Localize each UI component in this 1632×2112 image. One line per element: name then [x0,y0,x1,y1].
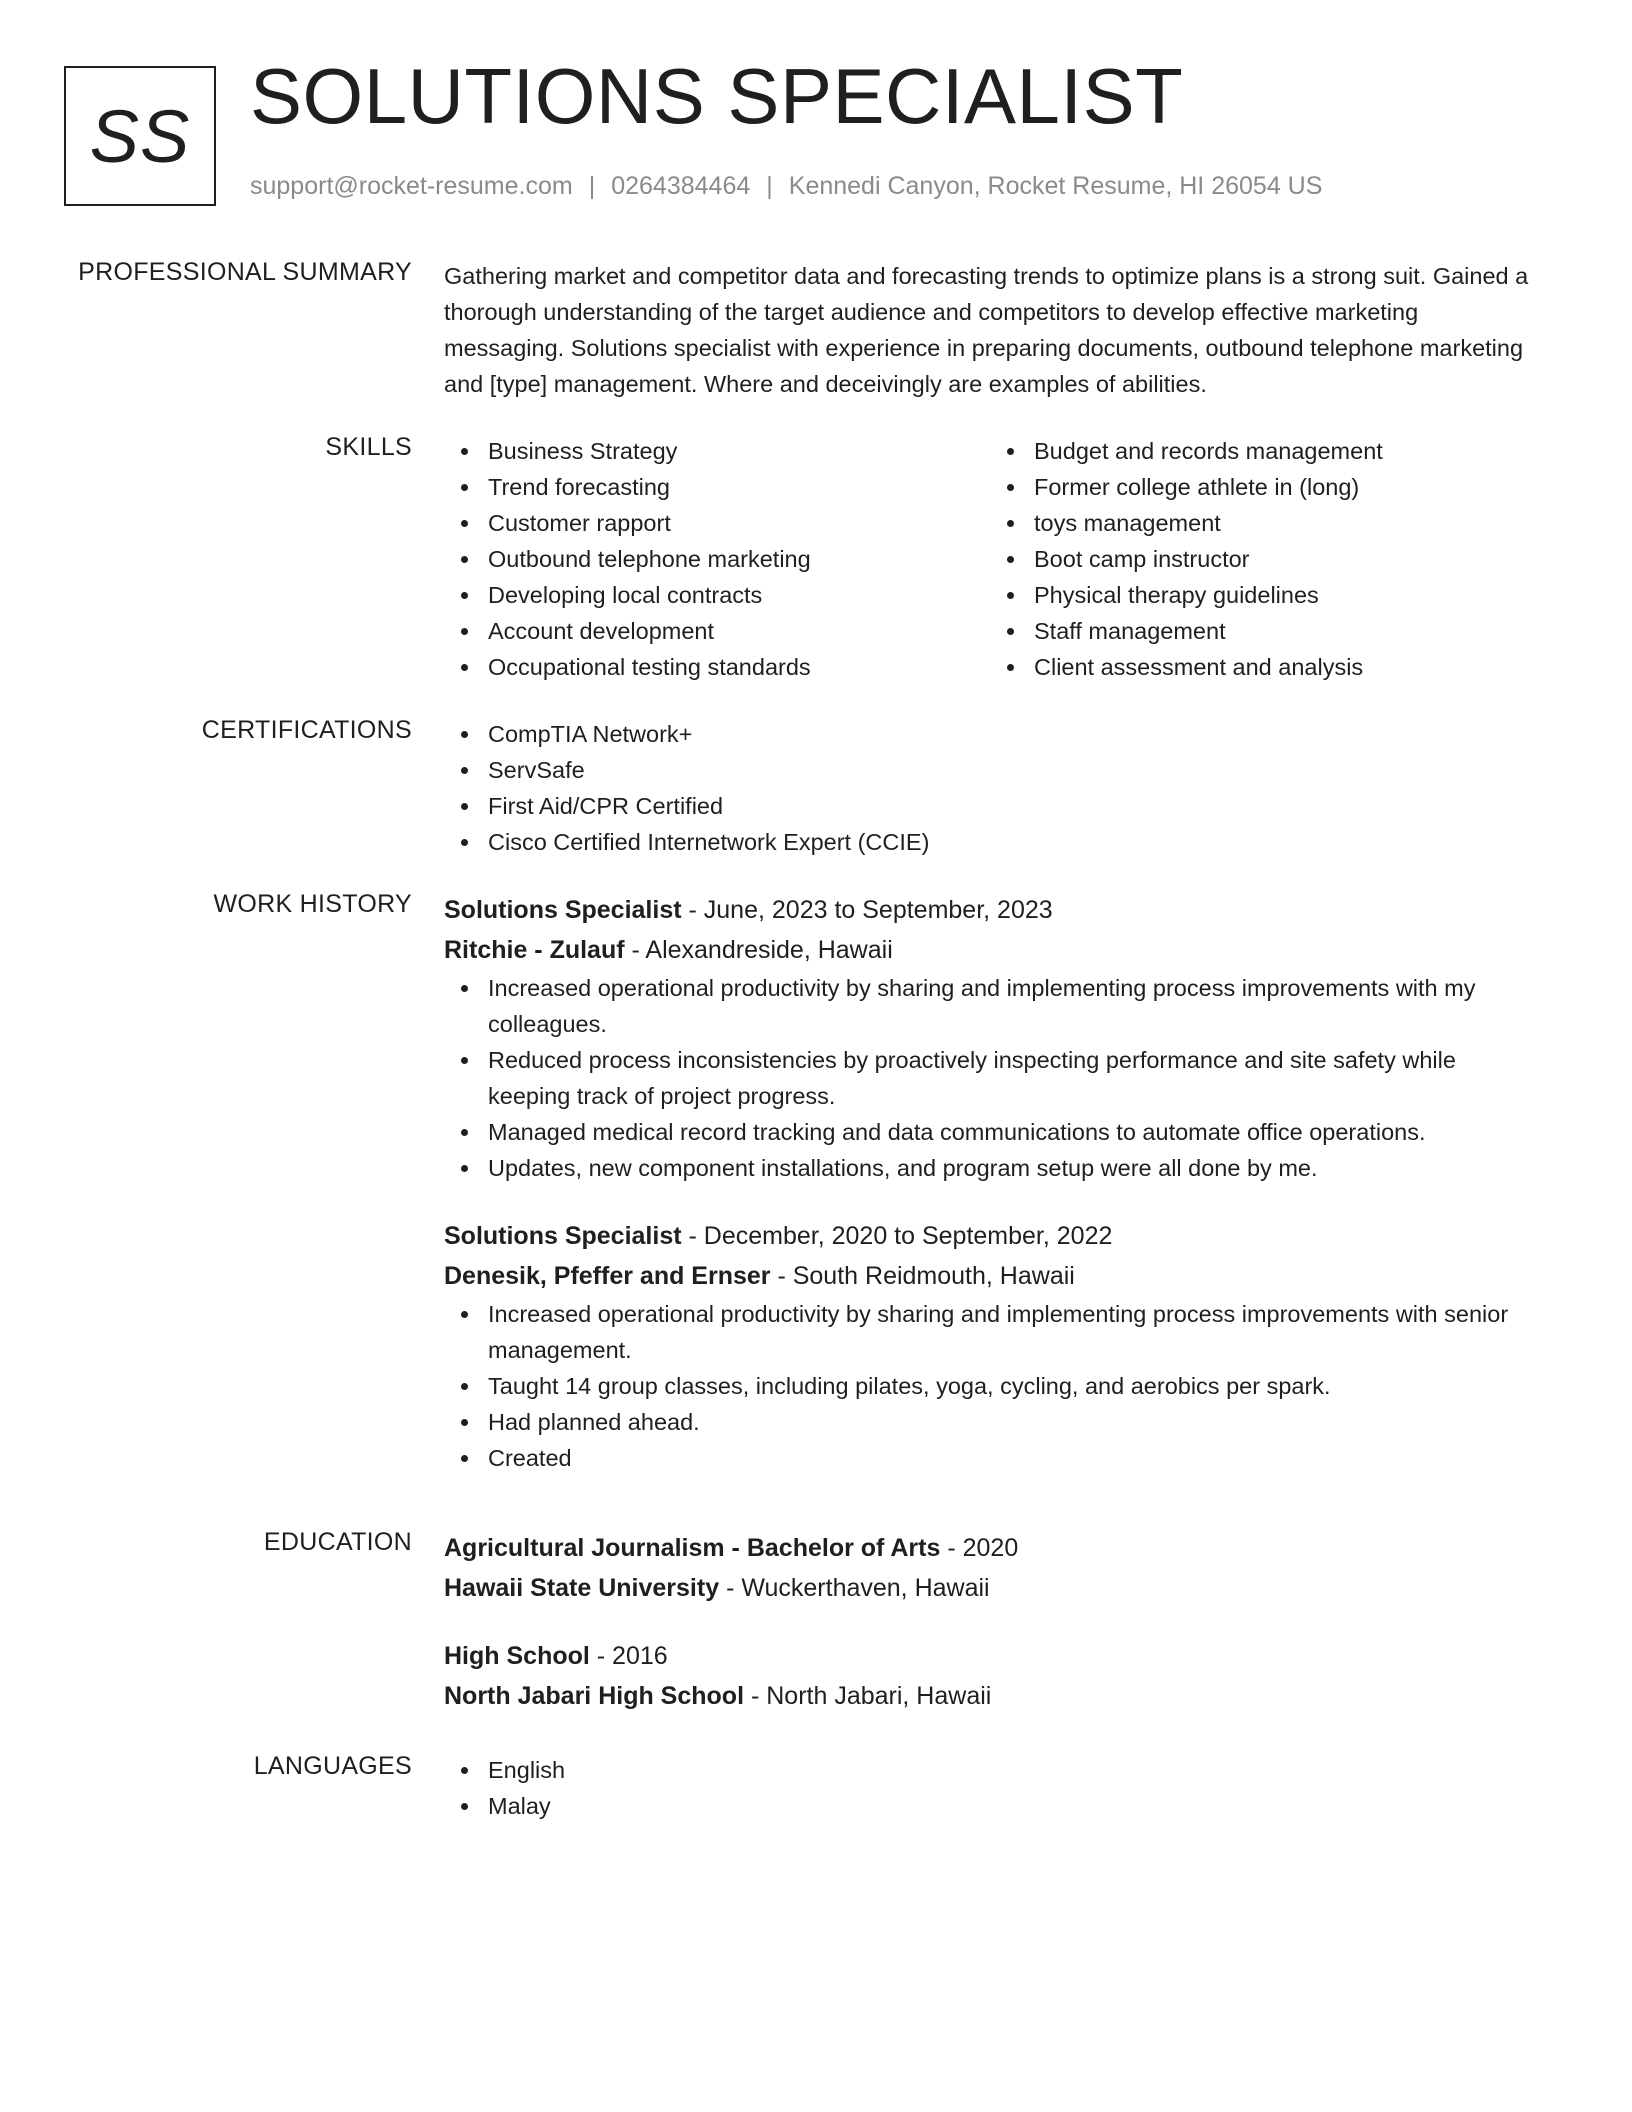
education-year: - 2016 [589,1642,668,1670]
skill-item: Account development [444,613,990,649]
work-history-label: WORK HISTORY [213,890,412,918]
education-label: EDUCATION [263,1528,412,1556]
page-title: SOLUTIONS SPECIALIST [250,52,1184,140]
job-bullets [444,970,1544,1186]
education-entry [444,1636,1544,1716]
job-title: Solutions Specialist [444,896,682,924]
skill-item: Trend forecasting [444,469,990,505]
job-bullet: Managed medical record tracking and data communications to automate office operations. [444,1114,1544,1150]
certification-item: ServSafe [444,752,1544,788]
skill-item: Former college athlete in (long) [990,469,1536,505]
skills-label: SKILLS [325,433,412,461]
certifications-list [444,716,1544,860]
contact-line [250,172,1322,201]
job-dates: - June, 2023 to September, 2023 [681,896,1053,924]
job-bullet: Taught 14 group classes, including pilates, yoga, cycling, and aerobics per spark. [444,1368,1544,1404]
education-school-line [444,1676,1544,1716]
contact-email: support@rocket-resume.com [250,172,573,200]
job-bullet: Updates, new component installations, and program setup were all done by me. [444,1150,1544,1186]
skill-item: toys management [990,505,1536,541]
education-school: Hawaii State University [444,1574,720,1602]
job-bullet: Had planned ahead. [444,1404,1544,1440]
summary-label: PROFESSIONAL SUMMARY [78,258,412,286]
contact-separator: | [588,172,596,200]
education-school-line [444,1568,1544,1608]
skills-body [444,433,1544,685]
education-year: - 2020 [940,1534,1019,1562]
education-degree: High School [444,1642,590,1670]
languages-body [444,1752,1544,1824]
job-entry [444,890,1544,1186]
job-company-line [444,1256,1544,1296]
certification-item: CompTIA Network+ [444,716,1544,752]
monogram-badge: SS [64,66,216,206]
certification-item: First Aid/CPR Certified [444,788,1544,824]
job-dates: - December, 2020 to September, 2022 [681,1222,1113,1250]
certifications-label: CERTIFICATIONS [201,716,412,744]
skill-item: Staff management [990,613,1536,649]
contact-address: Kennedi Canyon, Rocket Resume, HI 26054 US [788,172,1323,200]
contact-phone: 0264384464 [611,172,751,200]
education-school: North Jabari High School [444,1682,745,1710]
job-location: - Alexandreside, Hawaii [624,936,893,964]
summary-text: Gathering market and competitor data and forecasting trends to optimize plans is a strong suit. Gained a thorough understanding of the target audience and competitors to develop effective marketing messaging. Solutions specialist with experience in preparing documents, outbound telephone marketing and [type] management. Where and deceivingly are examples of abilities. [444,263,1529,397]
skill-item: Boot camp instructor [990,541,1536,577]
skill-item: Developing local contracts [444,577,990,613]
language-item: English [444,1752,1544,1788]
skills-list-left [444,433,990,685]
job-title-line [444,1216,1544,1256]
job-bullet: Reduced process inconsistencies by proactively inspecting performance and site safety while keeping track of project progress. [444,1042,1544,1114]
skills-list-right [990,433,1536,685]
education-body [444,1528,1544,1716]
skill-item: Client assessment and analysis [990,649,1536,685]
certifications-body [444,716,1544,860]
job-bullet: Increased operational productivity by sharing and implementing process improvements with senior management. [444,1296,1544,1368]
job-company-line [444,930,1544,970]
skill-item: Business Strategy [444,433,990,469]
skill-item: Occupational testing standards [444,649,990,685]
education-degree: Agricultural Journalism - Bachelor of Arts [444,1534,941,1562]
education-entry [444,1528,1544,1608]
job-location: - South Reidmouth, Hawaii [770,1262,1075,1290]
language-item: Malay [444,1788,1544,1824]
education-degree-line [444,1636,1544,1676]
education-location: - Wuckerthaven, Hawaii [719,1574,990,1602]
job-bullets [444,1296,1544,1476]
work-history-body [444,890,1544,1476]
languages-list [444,1752,1544,1824]
contact-separator: | [766,172,773,200]
job-title: Solutions Specialist [444,1222,682,1250]
languages-label: LANGUAGES [253,1752,412,1780]
skill-item: Outbound telephone marketing [444,541,990,577]
job-company: Denesik, Pfeffer and Ernser [444,1262,771,1290]
skill-item: Customer rapport [444,505,990,541]
job-bullet: Created [444,1440,1544,1476]
skill-item: Physical therapy guidelines [990,577,1536,613]
summary-body [444,258,1544,402]
education-location: - North Jabari, Hawaii [744,1682,992,1710]
job-title-line [444,890,1544,930]
job-entry [444,1216,1544,1476]
skill-item: Budget and records management [990,433,1536,469]
job-bullet: Increased operational productivity by sharing and implementing process improvements with my colleagues. [444,970,1544,1042]
certification-item: Cisco Certified Internetwork Expert (CCIE) [444,824,1544,860]
job-company: Ritchie - Zulauf [444,936,625,964]
education-degree-line [444,1528,1544,1568]
